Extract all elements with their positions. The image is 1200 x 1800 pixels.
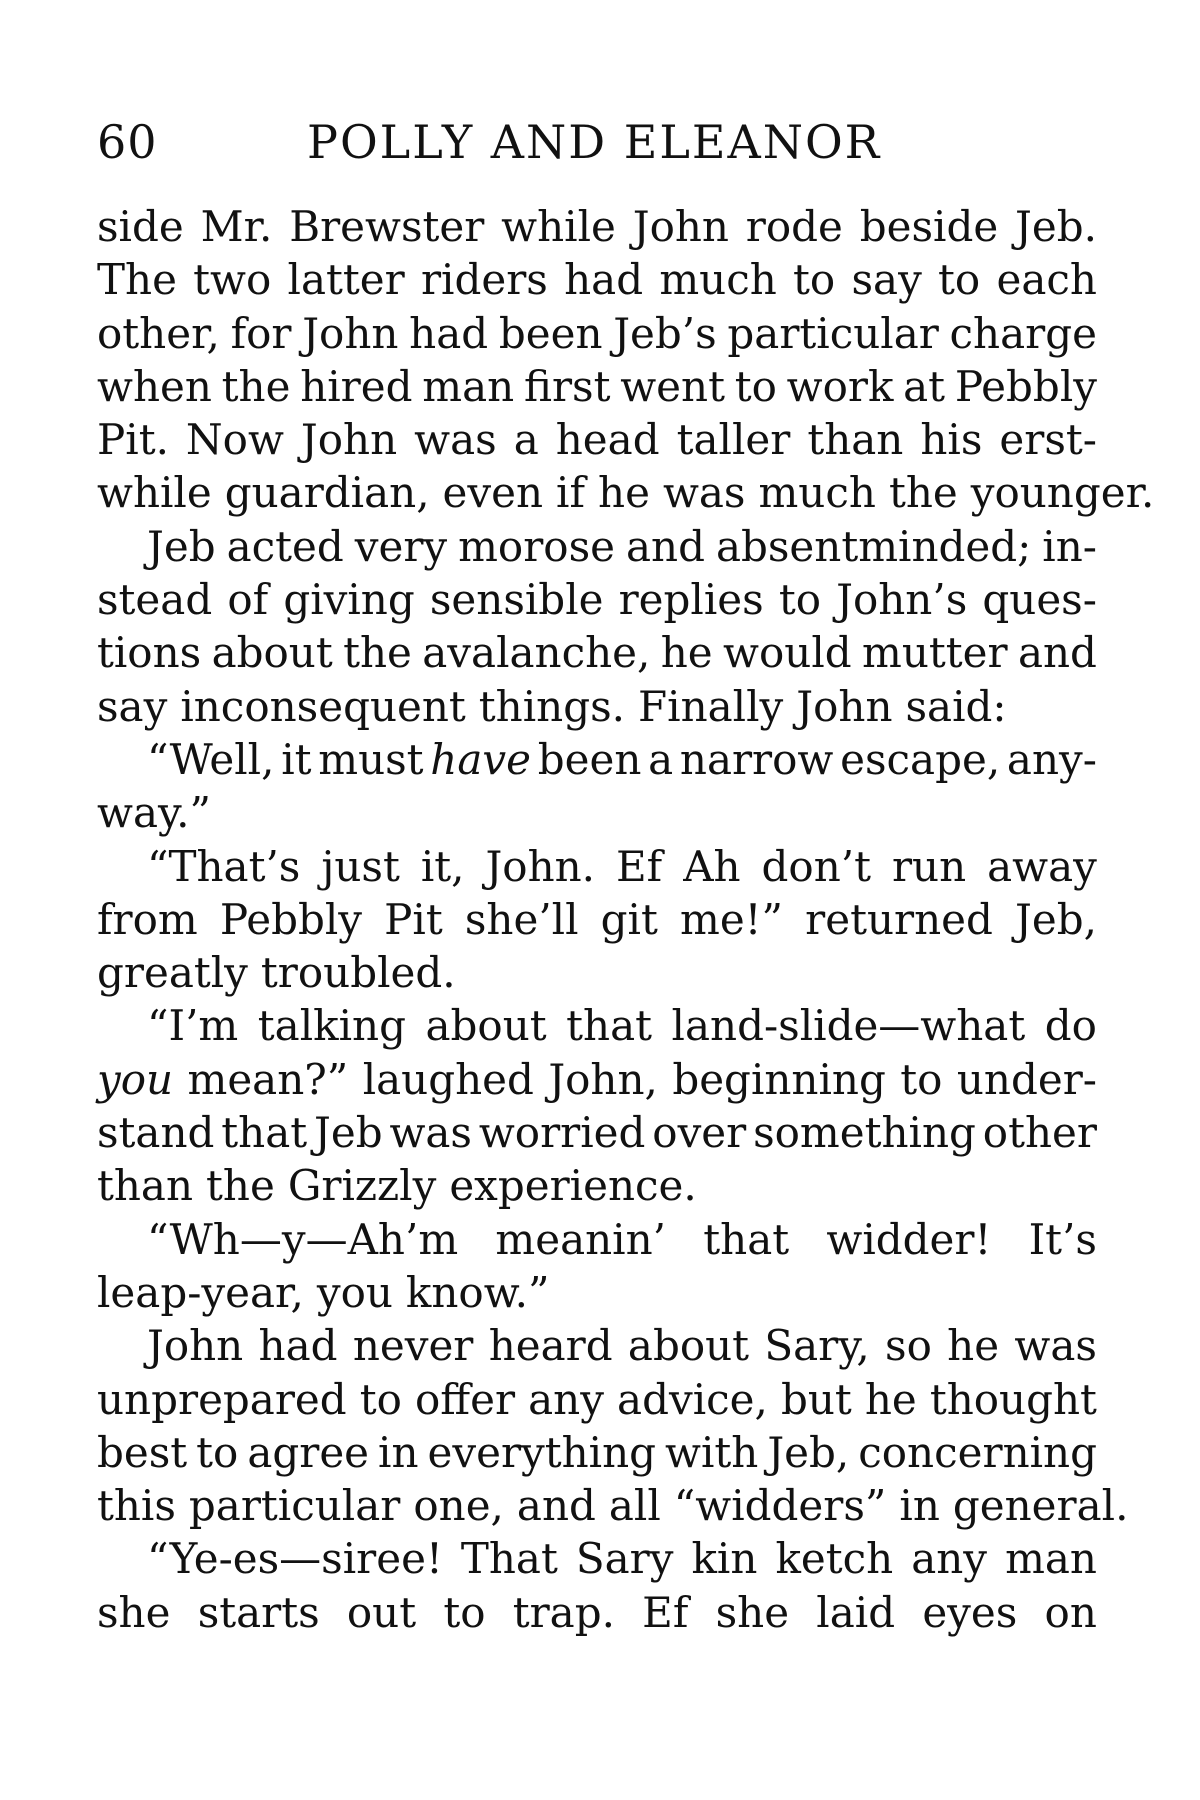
text-line (97, 1586, 1097, 1639)
word: in- (1042, 521, 1097, 571)
word: at (903, 361, 946, 411)
running-head (97, 112, 1097, 172)
word: about (211, 628, 333, 678)
word: Jeb, (767, 1427, 850, 1477)
word: replies (618, 575, 764, 625)
text-line (97, 999, 1097, 1052)
word: stand (97, 1108, 215, 1158)
word: escape, (840, 734, 1001, 784)
word: Ef (642, 1587, 689, 1637)
word: for (230, 308, 292, 358)
word: Jeb (147, 521, 216, 571)
word: “I’m (147, 1001, 239, 1051)
word: he (660, 628, 713, 678)
word: first (523, 361, 611, 411)
word: man (422, 361, 515, 411)
text-line (97, 307, 1097, 360)
word: but (780, 1374, 852, 1424)
word: to (938, 255, 981, 305)
word: something (753, 1108, 976, 1158)
word: John (796, 681, 893, 731)
word: would (723, 628, 852, 678)
word: and (516, 1481, 596, 1531)
word: side (97, 202, 184, 251)
word: have (430, 734, 531, 784)
word: advice, (617, 1374, 768, 1424)
body-text (97, 200, 1155, 1639)
word: was (662, 468, 746, 518)
word: work (786, 361, 894, 411)
word: John (147, 1321, 244, 1371)
word: particular (188, 1481, 401, 1531)
word: two (193, 255, 272, 305)
book-title: POLLY AND ELEANOR (307, 115, 882, 169)
text-line (97, 573, 1097, 626)
word: Now (185, 415, 284, 465)
word: and (625, 521, 705, 571)
word: run (891, 841, 967, 891)
word: trap. (512, 1587, 615, 1637)
text-line (97, 840, 1097, 893)
word: he (864, 1374, 917, 1424)
word: it, (420, 841, 465, 891)
word: Pit. (97, 415, 169, 465)
word: John (632, 202, 729, 251)
text-line (97, 520, 1097, 573)
text-line (97, 626, 1097, 679)
text-line (97, 1532, 1097, 1585)
word: say (851, 255, 922, 305)
word: heard (488, 1321, 613, 1371)
word: Pebbly (954, 361, 1097, 411)
word: much (758, 468, 876, 518)
word: Ah (683, 841, 741, 891)
word: any (528, 1374, 604, 1424)
word: and (1017, 628, 1097, 678)
text-line (97, 1053, 1097, 1106)
text-line (97, 946, 1097, 999)
text-line (97, 733, 1097, 786)
word: away (987, 841, 1097, 891)
word: in (378, 1427, 419, 1477)
text-line (97, 1159, 1097, 1212)
word: each (996, 255, 1097, 305)
word: even (442, 468, 544, 518)
text-line (97, 466, 1155, 519)
word: been (498, 308, 603, 358)
text-line (97, 1479, 1129, 1532)
word: other (982, 1108, 1097, 1158)
word: under- (956, 1054, 1097, 1104)
text-line (97, 413, 1097, 466)
word: of (227, 575, 269, 625)
word: had (409, 308, 489, 358)
word: beside (859, 202, 999, 251)
word: do (1044, 1001, 1097, 1051)
word: head (555, 415, 660, 465)
word: Sary, (764, 1321, 870, 1371)
word: Jeb’s (613, 308, 717, 358)
word: beginning (672, 1054, 886, 1104)
text-line (97, 360, 1097, 413)
word: John, (548, 1054, 658, 1104)
word: returned (805, 894, 993, 944)
word: never (352, 1321, 474, 1371)
word: one, (413, 1481, 504, 1531)
word: “widders” (673, 1481, 887, 1531)
word: to (793, 255, 836, 305)
word: that (566, 1001, 653, 1051)
word: concerning (858, 1427, 1097, 1477)
word: talking (257, 1001, 406, 1051)
word: to (778, 575, 821, 625)
word: laughed (362, 1054, 534, 1104)
word: kin (691, 1534, 758, 1584)
word: man (1005, 1534, 1097, 1584)
word: she (715, 1587, 790, 1637)
word: meanin’ (495, 1214, 667, 1264)
word: any- (1006, 734, 1097, 784)
word: erst- (999, 415, 1097, 465)
word: the (888, 468, 958, 518)
word: Ef (616, 841, 663, 891)
word: out (346, 1587, 417, 1637)
word: experience. (449, 1161, 697, 1211)
word: troubled. (260, 948, 456, 998)
word: riders (420, 255, 548, 305)
word: taller (676, 415, 791, 465)
word: you (316, 1267, 393, 1317)
word: the (343, 628, 412, 678)
text-line (97, 680, 1097, 733)
word: to (196, 1427, 239, 1477)
word: must (318, 734, 424, 784)
word: stead (97, 575, 213, 625)
word: while (97, 468, 212, 518)
text-line (97, 253, 1097, 306)
text-line (97, 1373, 1097, 1426)
word: things. (478, 681, 625, 731)
word: than (807, 415, 904, 465)
word: when (97, 361, 212, 411)
word: know.” (405, 1267, 550, 1317)
word: in (899, 1481, 940, 1531)
word: Finally (638, 681, 784, 731)
word: giving (283, 575, 415, 625)
page-number: 60 (97, 115, 158, 169)
word: John. (485, 841, 596, 891)
word: from (97, 894, 198, 944)
word: absentminded; (715, 521, 1032, 571)
word: mean?” (187, 1054, 349, 1104)
word: younger. (970, 468, 1155, 518)
word: so (885, 1321, 932, 1371)
word: to (359, 1374, 402, 1424)
word: “Well, (147, 734, 275, 784)
word: morose (458, 521, 615, 571)
word: it (281, 734, 312, 784)
word: with (665, 1427, 759, 1477)
word: Jeb. (1015, 202, 1097, 251)
word: mutter (862, 628, 1008, 678)
word: been (537, 734, 642, 784)
text-line (97, 1426, 1097, 1479)
text-line (97, 200, 1097, 253)
word: the (206, 1161, 275, 1211)
text-line (97, 1106, 1097, 1159)
word: was (414, 415, 497, 465)
word: git (600, 894, 658, 944)
word: had (258, 1321, 338, 1371)
word: thought (929, 1374, 1097, 1424)
word: ketch (775, 1534, 894, 1584)
word: you (97, 1054, 174, 1104)
word: say (97, 681, 168, 731)
word: if (556, 468, 586, 518)
word: about (627, 1321, 750, 1371)
word: on (1044, 1587, 1097, 1637)
word: just (321, 841, 400, 891)
word: John (300, 415, 398, 465)
word: sensible (429, 575, 604, 625)
word: leap-year, (97, 1267, 304, 1317)
word: It’s (1028, 1214, 1097, 1264)
word: unprepared (97, 1374, 347, 1424)
word: starts (197, 1587, 320, 1637)
word: laid (816, 1587, 896, 1637)
word: “Ye-es—siree! (147, 1534, 443, 1584)
word: other, (97, 308, 220, 358)
word: than (97, 1161, 194, 1211)
word: avalanche, (422, 628, 651, 678)
word: acted (226, 521, 344, 571)
word: Pebbly (219, 894, 363, 944)
word: that (221, 1108, 308, 1158)
word: he (947, 1321, 1000, 1371)
word: latter (287, 255, 405, 305)
word: over (652, 1108, 747, 1158)
text-line (97, 893, 1097, 946)
text-line (97, 1266, 1097, 1319)
word: Sary (575, 1534, 674, 1584)
word: went (620, 361, 725, 411)
word: That (460, 1534, 558, 1584)
word: “That’s (147, 841, 301, 891)
word: she (97, 1587, 171, 1637)
word: he (598, 468, 650, 518)
word: ques- (982, 575, 1097, 625)
word: a (648, 734, 674, 784)
word: don’t (761, 841, 871, 891)
word: offer (415, 1374, 516, 1424)
word: best (97, 1427, 188, 1477)
word: everything (427, 1427, 657, 1477)
word: much (659, 255, 777, 305)
word: charge (949, 308, 1097, 358)
word: me!” (680, 894, 784, 944)
word: land-slide—what (671, 1001, 1026, 1051)
word: greatly (97, 948, 248, 998)
word: she’ll (464, 894, 579, 944)
text-line (97, 1319, 1097, 1372)
word: John’s (836, 575, 968, 625)
word: very (354, 521, 448, 571)
word: particular (727, 308, 939, 358)
word: Grizzly (287, 1161, 437, 1211)
word: worried (478, 1108, 646, 1158)
word: Brewster (289, 202, 485, 251)
word: hired (300, 361, 413, 411)
word: John (302, 308, 399, 358)
word: general. (952, 1481, 1129, 1531)
word: tions (97, 628, 202, 678)
word: to (734, 361, 777, 411)
word: to (900, 1054, 943, 1104)
word: agree (247, 1427, 370, 1477)
word: Pit (384, 894, 443, 944)
word: while (501, 202, 616, 251)
word: this (97, 1481, 176, 1531)
word: to (443, 1587, 486, 1637)
word: about (425, 1001, 547, 1051)
word: “Wh—y—Ah’m (147, 1214, 459, 1264)
word: was (389, 1108, 472, 1158)
word: Mr. (200, 202, 273, 251)
word: rode (745, 202, 843, 251)
word: inconsequent (180, 681, 466, 731)
word: guardian, (224, 468, 430, 518)
word: any (911, 1534, 988, 1584)
word: was (1014, 1321, 1097, 1371)
word: a (513, 415, 539, 465)
word: narrow (679, 734, 834, 784)
word: eyes (922, 1587, 1018, 1637)
word: had (564, 255, 644, 305)
text-line (97, 1213, 1097, 1266)
word: Jeb, (1015, 894, 1097, 944)
word: The (97, 255, 177, 305)
text-line (97, 786, 1097, 839)
word: said: (905, 681, 1007, 731)
word: the (221, 361, 291, 411)
word: Jeb (314, 1108, 383, 1158)
word: all (608, 1481, 661, 1531)
word: his (920, 415, 983, 465)
word: way.” (97, 788, 211, 838)
word: widder! (826, 1214, 992, 1264)
word: that (703, 1214, 790, 1264)
